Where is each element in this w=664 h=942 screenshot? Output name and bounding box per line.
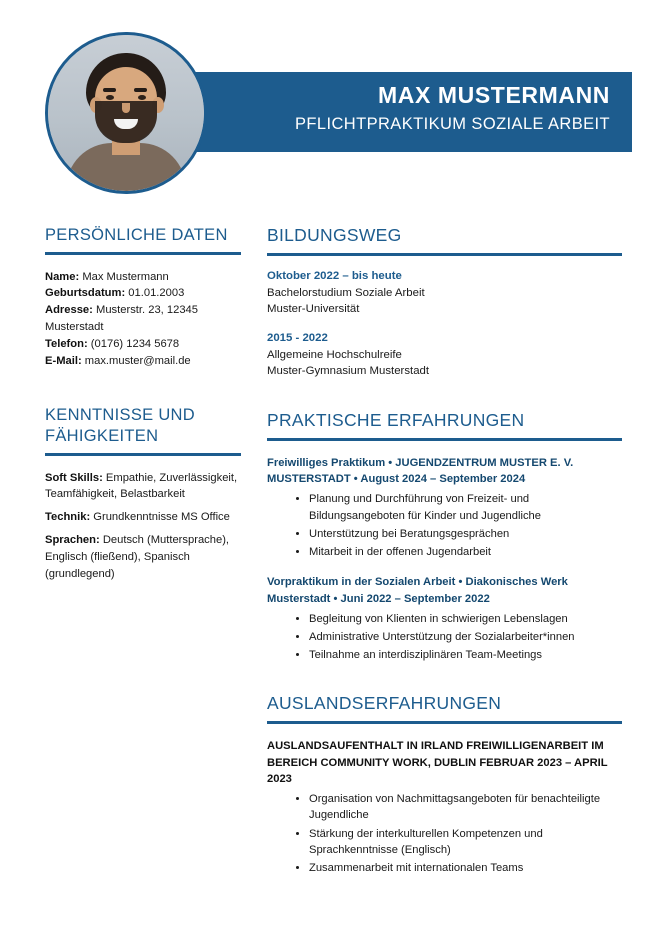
divider-abroad (267, 721, 622, 724)
list-item: • Teilnahme an interdisziplinären Team-Meetings (309, 647, 622, 663)
applicant-name: MAX MUSTERMANN (378, 82, 610, 108)
skill-soft-value: Empathie, Zuverlässigkeit, Teamfähigkeit, Belastbarkeit (45, 471, 238, 501)
list-item: • Zusammenarbeit mit internationalen Teams (309, 860, 622, 876)
section-abroad (267, 693, 622, 876)
personal-field-address (45, 302, 241, 336)
education-item-date: Oktober 2022 – bis heute (267, 269, 402, 282)
list-item: • Planung und Durchführung von Freizeit- und Bildungsangeboten für Kinder und Jugendliche (309, 491, 622, 523)
avatar-brow-right (134, 88, 147, 92)
experience-item-bullets (267, 611, 622, 664)
education-item-line: Bachelorstudium Soziale Arbeit (267, 286, 425, 299)
experience-item (267, 455, 622, 560)
list-item: • Mitarbeit in der offenen Jugendarbeit (309, 544, 622, 560)
skill-tech (45, 509, 241, 526)
skills-list (45, 470, 241, 583)
applicant-subtitle: PFLICHTPRAKTIKUM SOZIALE ARBEIT (295, 115, 610, 133)
skill-languages (45, 532, 241, 582)
avatar-brow-left (103, 88, 116, 92)
section-experience (267, 410, 622, 663)
skill-tech-value: Grundkenntnisse MS Office (93, 511, 230, 524)
skill-soft (45, 470, 241, 504)
education-item-line: Muster-Gymnasium Musterstadt (267, 365, 430, 378)
skill-soft-label: Soft Skills: (45, 471, 103, 484)
personal-field-birthdate-label: Geburtsdatum: (45, 287, 126, 300)
list-item: • Unterstützung bei Beratungsgesprächen (309, 526, 622, 542)
skill-languages-value: Deutsch (Muttersprache), Englisch (fließend), Spanisch (grundlegend) (45, 534, 230, 580)
education-item-line: Allgemeine Hochschulreife (267, 348, 402, 361)
experience-item-heading: Freiwilliges Praktikum • JUGENDZENTRUM MUSTER E. V. MUSTERSTADT • August 2024 – September 2024 (267, 456, 574, 486)
profile-photo (45, 32, 207, 194)
section-title-abroad: AUSLANDSERFAHRUNGEN (267, 693, 502, 714)
abroad-item (267, 738, 622, 876)
personal-field-phone-label: Telefon: (45, 337, 88, 350)
personal-field-birthdate-value: 01.01.2003 (128, 287, 185, 300)
experience-item (267, 574, 622, 663)
right-column (267, 225, 622, 902)
personal-field-birthdate (45, 285, 241, 302)
personal-field-phone-value: (0176) 1234 5678 (90, 337, 180, 350)
personal-field-phone (45, 336, 241, 353)
avatar-nose (122, 103, 130, 113)
personal-field-name-value: Max Mustermann (82, 270, 169, 283)
experience-item-bullets (267, 491, 622, 560)
education-item-line: Muster-Universität (267, 303, 360, 316)
section-title-personal: PERSÖNLICHE DATEN (45, 226, 228, 244)
list-item: • Stärkung der interkulturellen Kompetenzen und Sprachkenntnisse (Englisch) (309, 826, 622, 858)
divider-skills (45, 453, 241, 456)
education-item (267, 332, 622, 380)
personal-field-address-value: Musterstr. 23, 12345 Musterstadt (45, 304, 198, 334)
section-skills (45, 405, 241, 582)
avatar-eye-right (138, 95, 146, 100)
avatar-eye-left (106, 95, 114, 100)
education-item-date: 2015 - 2022 (267, 331, 328, 344)
personal-data-list (45, 269, 241, 370)
personal-field-address-label: Adresse: (45, 304, 93, 317)
education-item (267, 270, 622, 318)
skill-languages-label: Sprachen: (45, 534, 100, 547)
left-column (45, 225, 241, 608)
skill-tech-label: Technik: (45, 511, 91, 524)
list-item: • Administrative Unterstützung der Sozialarbeiter*innen (309, 629, 622, 645)
section-education (267, 225, 622, 380)
experience-item-heading: Vorpraktikum in der Sozialen Arbeit • Diakonisches Werk Musterstadt • Juni 2022 – September 2022 (267, 576, 568, 605)
section-title-education: BILDUNGSWEG (267, 225, 402, 245)
list-item: • Begleitung von Klienten in schwierigen Lebenslagen (309, 611, 622, 627)
section-title-skills: KENNTNISSE UND FÄHIGKEITEN (45, 406, 195, 446)
personal-field-name-label: Name: (45, 270, 80, 283)
section-title-experience: PRAKTISCHE ERFAHRUNGEN (267, 410, 525, 430)
abroad-item-heading: AUSLANDSAUFENTHALT IN IRLAND FREIWILLIGENARBEIT IM BEREICH COMMUNITY WORK, DUBLIN FEBRUAR 2023 – APRIL 2023 (267, 740, 608, 785)
divider-personal (45, 252, 241, 255)
personal-field-email (45, 353, 241, 370)
section-personal-data (45, 225, 241, 369)
personal-field-name (45, 269, 241, 286)
abroad-item-bullets (267, 791, 622, 876)
personal-field-email-label: E-Mail: (45, 354, 82, 367)
divider-experience (267, 438, 622, 441)
personal-field-email-value: max.muster@mail.de (84, 354, 191, 367)
list-item: • Organisation von Nachmittagsangeboten für benachteiligte Jugendliche (309, 791, 622, 823)
profile-photo-image (48, 35, 204, 191)
divider-education (267, 253, 622, 256)
